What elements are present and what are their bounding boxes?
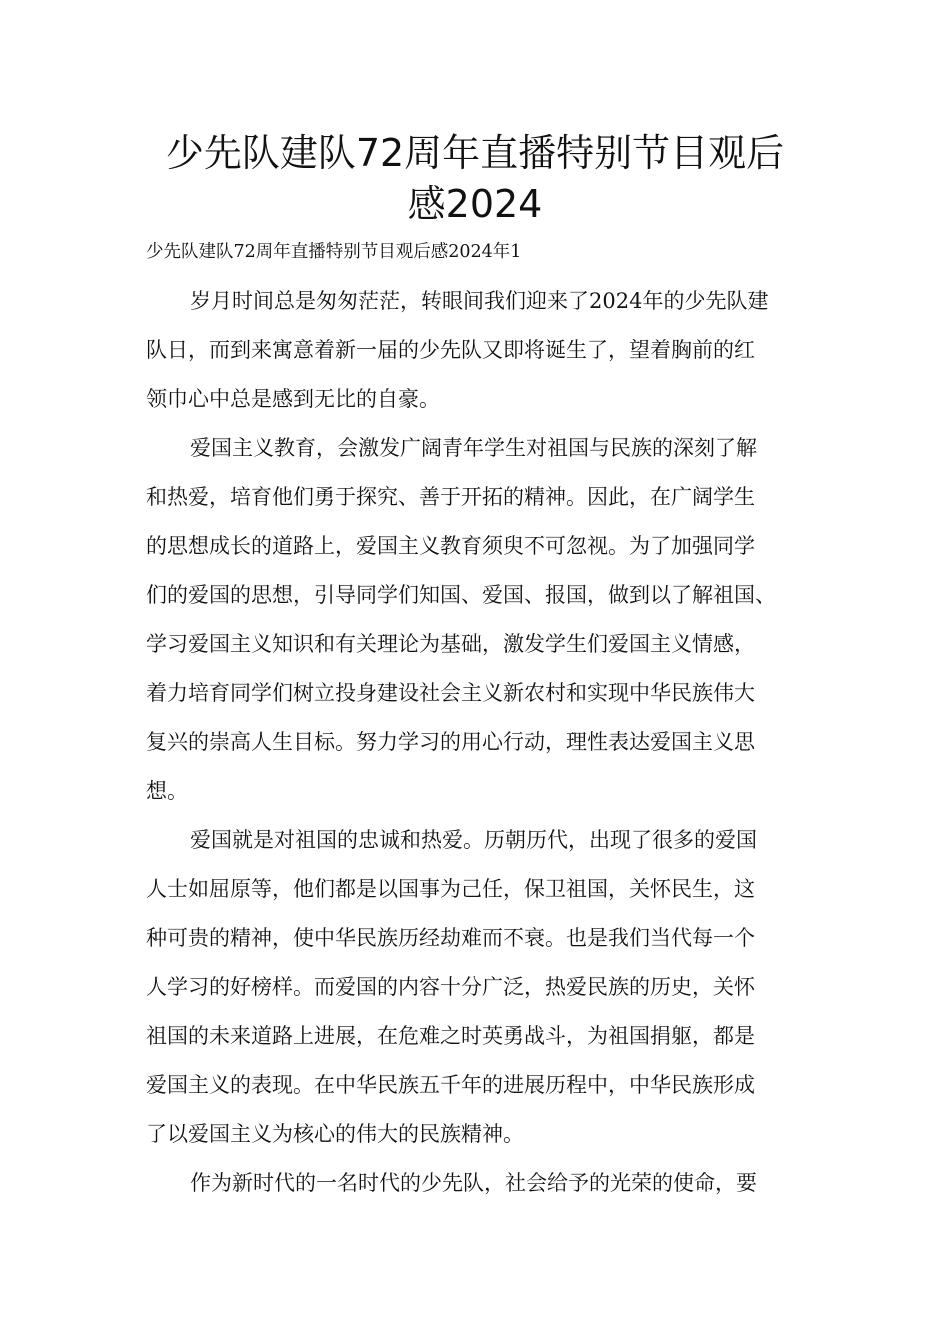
- document-title-line-2: 感2024: [407, 182, 543, 226]
- paragraph-2-line-8: 想。: [146, 779, 188, 803]
- paragraph-4-line-1: 作为新时代的一名时代的少先队，社会给予的光荣的使命，要: [190, 1171, 757, 1195]
- document-title-line-1: 少先队建队72周年直播特别节目观后: [165, 131, 785, 175]
- paragraph-1-line-2: 队日，而到来寓意着新一届的少先队又即将诞生了，望着胸前的红: [146, 338, 755, 362]
- paragraph-1-line-1: 岁月时间总是匆匆茫茫，转眼间我们迎来了2024年的少先队建: [190, 289, 769, 313]
- paragraph-2-line-2: 和热爱，培育他们勇于探究、善于开拓的精神。因此，在广阔学生: [146, 485, 755, 509]
- paragraph-2-line-5: 学习爱国主义知识和有关理论为基础，激发学生们爱国主义情感，: [146, 632, 755, 656]
- paragraph-2-line-3: 的思想成长的道路上，爱国主义教育须臾不可忽视。为了加强同学: [146, 534, 755, 558]
- paragraph-3-line-4: 人学习的好榜样。而爱国的内容十分广泛，热爱民族的历史，关怀: [146, 975, 755, 999]
- document-subtitle: 少先队建队72周年直播特别节目观后感2024年1: [146, 242, 522, 262]
- paragraph-2-line-1: 爱国主义教育，会激发广阔青年学生对祖国与民族的深刻了解: [190, 436, 757, 460]
- paragraph-3-line-6: 爱国主义的表现。在中华民族五千年的进展历程中，中华民族形成: [146, 1073, 755, 1097]
- paragraph-3-line-5: 祖国的未来道路上进展，在危难之时英勇战斗，为祖国捐躯，都是: [146, 1024, 755, 1048]
- paragraph-3-line-2: 人士如屈原等，他们都是以国事为己任，保卫祖国，关怀民生，这: [146, 877, 755, 901]
- paragraph-3-line-1: 爱国就是对祖国的忠诚和热爱。历朝历代，出现了很多的爱国: [190, 828, 757, 852]
- paragraph-3-line-7: 了以爱国主义为核心的伟大的民族精神。: [146, 1122, 524, 1146]
- paragraph-3-line-3: 种可贵的精神，使中华民族历经劫难而不衰。也是我们当代每一个: [146, 926, 755, 950]
- paragraph-1-line-3: 领巾心中总是感到无比的自豪。: [146, 387, 440, 411]
- paragraph-2-line-6: 着力培育同学们树立投身建设社会主义新农村和实现中华民族伟大: [146, 681, 755, 705]
- paragraph-2-line-7: 复兴的崇高人生目标。努力学习的用心行动，理性表达爱国主义思: [146, 730, 755, 754]
- paragraph-2-line-4: 们的爱国的思想，引导同学们知国、爱国、报国，做到以了解祖国、: [146, 583, 776, 607]
